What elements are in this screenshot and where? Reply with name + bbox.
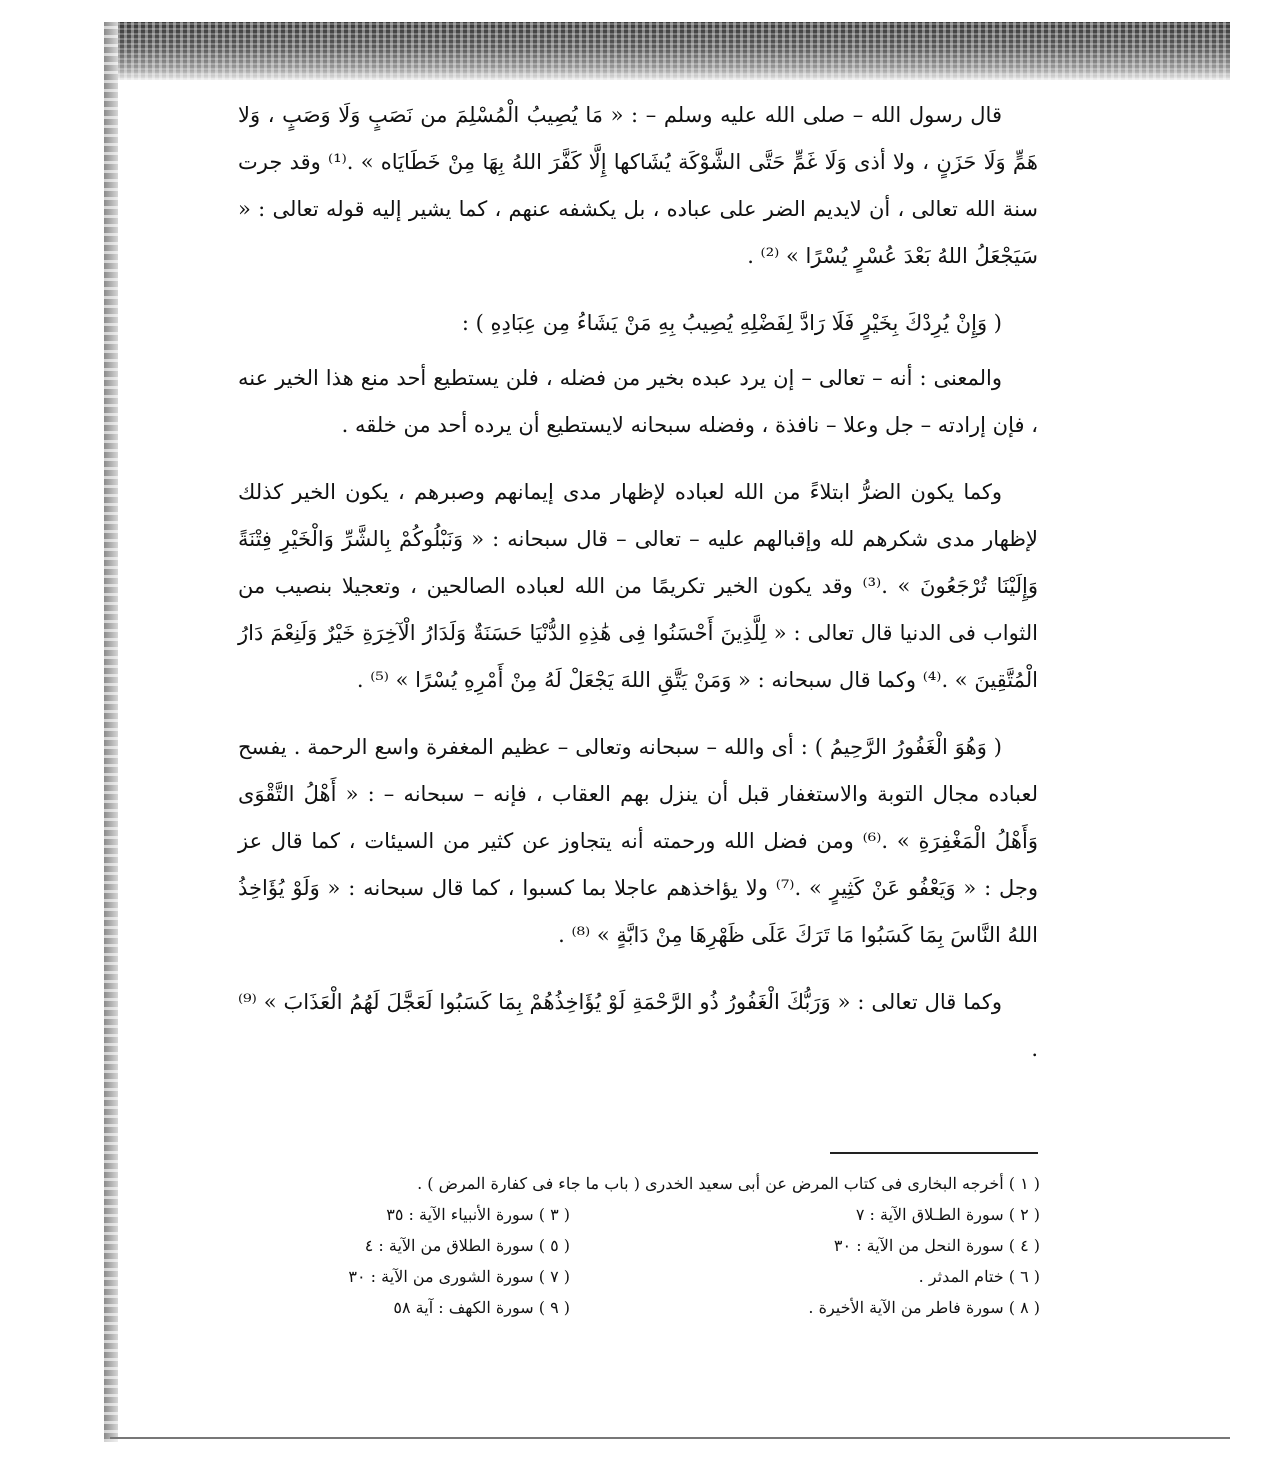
footnote-row (270, 1230, 1040, 1261)
footnote-3: ( ٣ ) سورة الأنبياء الآية : ٣٥ (386, 1205, 570, 1224)
footnotes (270, 1168, 1040, 1323)
paragraph-mercy: وكما قال تعالى : « وَرَبُّكَ الْغَفُورُ ذُو الرَّحْمَةِ لَوْ يُؤَاخِذُهُمْ بِمَا كَسَبُوا لَعَجَّلَ لَهُمُ الْعَذَابَ » ⁽⁹⁾ . (238, 990, 1038, 1061)
footnote-2: ( ٢ ) سورة الطـلاق الآية : ٧ (855, 1205, 1040, 1224)
footnote-6: ( ٦ ) ختام المدثر . (918, 1267, 1040, 1286)
paragraph-trial: وكما يكون الضرُّ ابتلاءً من الله لعباده لإظهار مدى إيمانهم وصبرهم ، يكون الخير كذلك لإظهار مدى شكرهم لله وإقبالهم عليه – تعالى – قال سبحانه : « وَنَبْلُوكُمْ بِالشَّرِّ وَالْخَيْرِ فِتْنَةً وَإِلَيْنَا تُرْجَعُونَ » .⁽³⁾ وقد يكون الخير تكريمًا من الله لعباده الصالحين ، وتعجيلا بنصيب من الثواب فى الدنيا قال تعالى : « لِلَّذِينَ أَحْسَنُوا فِى هَٰذِهِ الدُّنْيَا حَسَنَةٌ وَلَدَارُ الْآخِرَةِ خَيْرٌ وَلَنِعْمَ دَارُ الْمُتَّقِينَ » .⁽⁴⁾ وكما قال سبحانه : « وَمَنْ يَتَّقِ اللهَ يَجْعَلْ لَهُ مِنْ أَمْرِهِ يُسْرًا » ⁽⁵⁾ . (238, 480, 1038, 692)
page-body (238, 92, 1038, 1093)
footnote-5: ( ٥ ) سورة الطلاق من الآية : ٤ (364, 1236, 570, 1255)
footnote-7: ( ٧ ) سورة الشورى من الآية : ٣٠ (348, 1267, 570, 1286)
paragraph-hadith: قال رسول الله – صلى الله عليه وسلم – : « مَا يُصِيبُ الْمُسْلِمَ من نَصَبٍ وَلَا وَصَبٍ ، وَلا هَمٍّ وَلَا حَزَنٍ ، ولا أذى وَلَا غَمٍّ حَتَّى الشَّوْكَة يُشَاكها إِلَّا كَفَّرَ اللهُ بِهَا مِنْ خَطَايَاه » .⁽¹⁾ وقد جرت سنة الله تعالى ، أن لايديم الضر على عباده ، بل يكشفه عنهم ، كما يشير إليه قوله تعالى : « سَيَجْعَلُ اللهُ بَعْدَ عُسْرٍ يُسْرًا » ⁽²⁾ . (238, 103, 1038, 268)
footnote-1: ( ١ ) أخرجه البخارى فى كتاب المرض عن أبى سعيد الخدرى ( باب ما جاء فى كفارة المرض ) . (417, 1174, 1040, 1193)
paragraph-forgiving: ( وَهُوَ الْغَفُورُ الرَّحِيمُ ) : أى والله – سبحانه وتعالى – عظيم المغفرة واسع الرحمة . يفسح لعباده مجال التوبة والاستغفار قبل أن ينزل بهم العقاب ، فإنه – سبحانه – : « أَهْلُ التَّقْوَى وَأَهْلُ الْمَغْفِرَةِ » .⁽⁶⁾ ومن فضل الله ورحمته أنه يتجاوز عن كثير من السيئات ، كما قال عز وجل : « وَيَعْفُو عَنْ كَثِيرٍ » .⁽⁷⁾ ولا يؤاخذهم عاجلا بما كسبوا ، كما قال سبحانه : « وَلَوْ يُؤَاخِذُ اللهُ النَّاسَ بِمَا كَسَبُوا مَا تَرَكَ عَلَى ظَهْرِهَا مِنْ دَابَّةٍ » ⁽⁸⁾ . (238, 735, 1038, 947)
scan-shadow-top (110, 22, 1230, 80)
footnote-divider (830, 1152, 1038, 1154)
footnote-4: ( ٤ ) سورة النحل من الآية : ٣٠ (833, 1236, 1040, 1255)
scan-edge-bottom (110, 1437, 1230, 1439)
footnote-row (270, 1292, 1040, 1323)
footnote-row (270, 1199, 1040, 1230)
paragraph-verse: ( وَإِنْ يُرِدْكَ بِخَيْرٍ فَلَا رَادَّ لِفَضْلِهِ يُصِيبُ بِهِ مَنْ يَشَاءُ مِن عِبَادِهِ ) : (461, 311, 1002, 335)
footnote-row (270, 1261, 1040, 1292)
footnote-8: ( ٨ ) سورة فاطر من الآية الأخيرة . (808, 1298, 1040, 1317)
paragraph-meaning: والمعنى : أنه – تعالى – إن يرد عبده بخير من فضله ، فلن يستطيع أحد منع هذا الخير عنه ، فإن إرادته – جل وعلا – نافذة ، وفضله سبحانه لايستطيع أن يرده أحد من خلقه . (238, 366, 1038, 437)
footnote-9: ( ٩ ) سورة الكهف : آية ٥٨ (393, 1298, 570, 1317)
scan-shadow-left (104, 22, 118, 1442)
